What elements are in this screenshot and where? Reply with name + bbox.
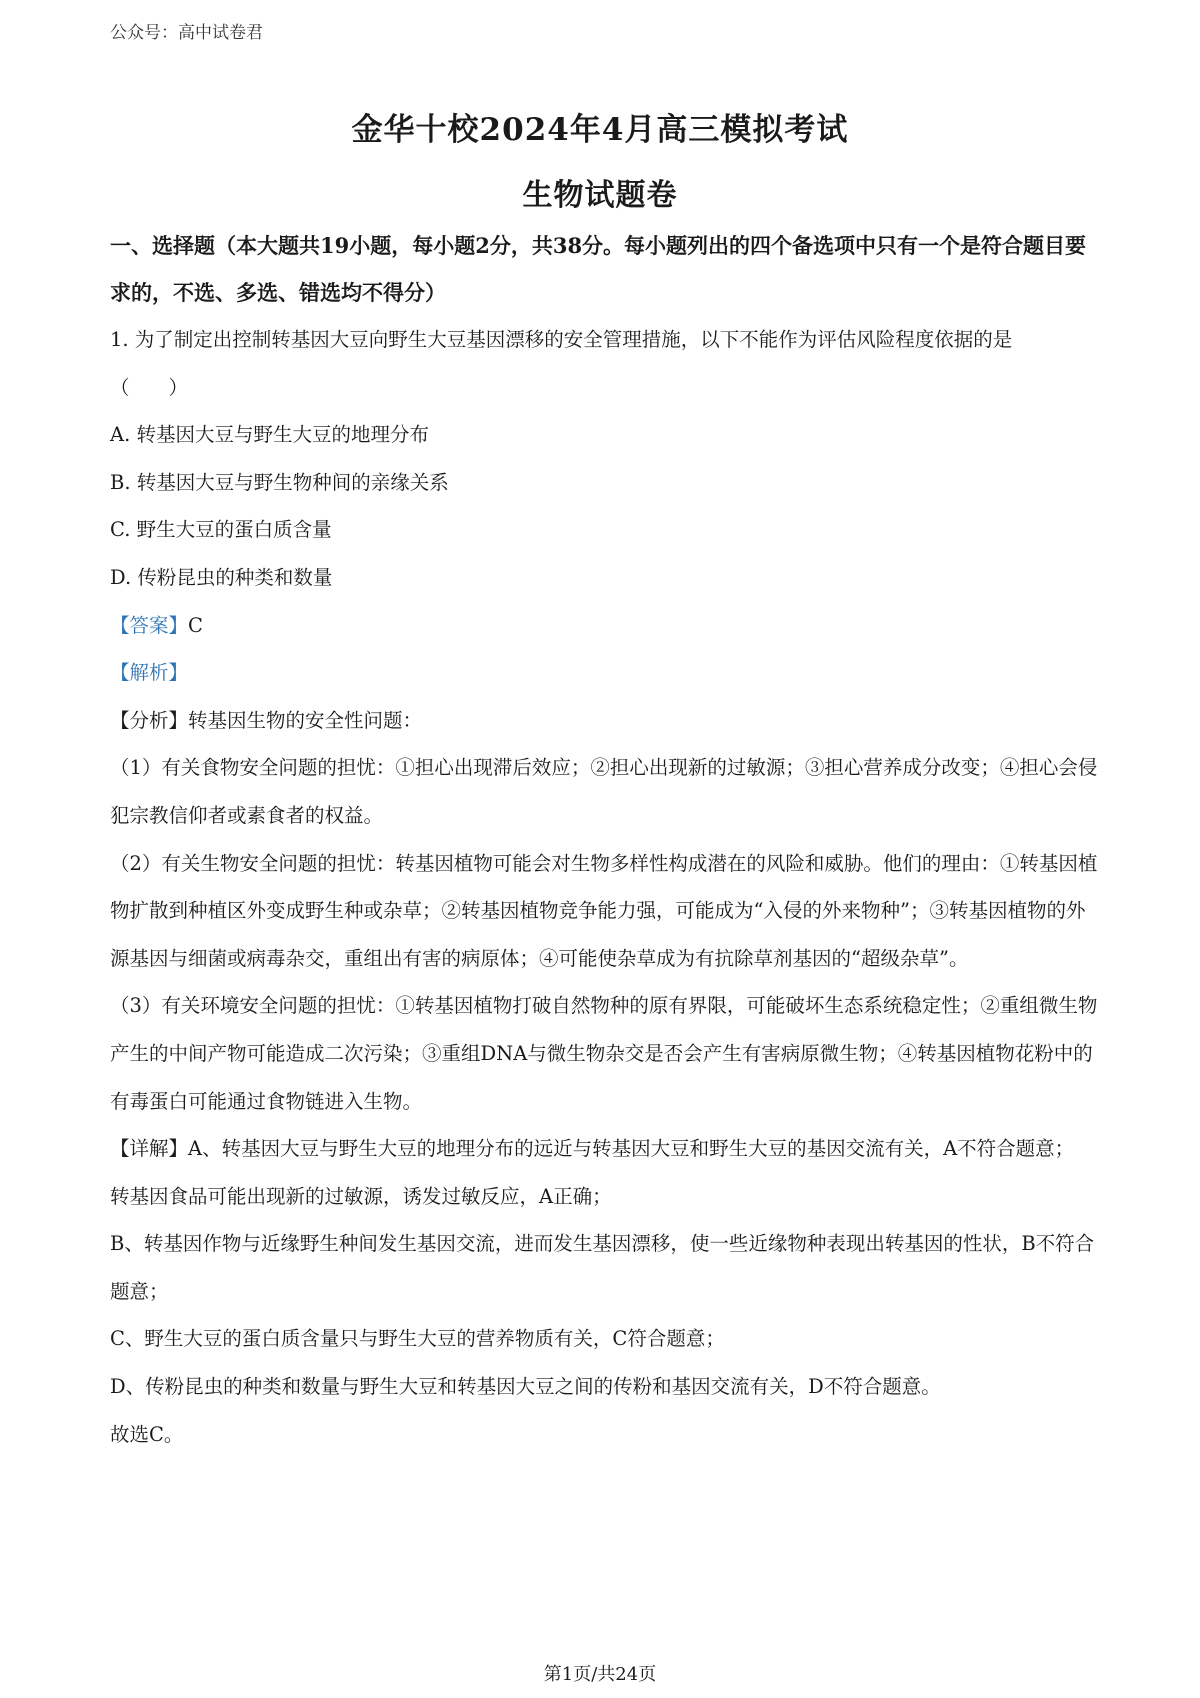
exam-title: 金华十校2024年4月高三模拟考试 — [351, 112, 849, 148]
detail-line: B、转基因作物与近缘野生种间发生基因交流，进而发生基因漂移，使一些近缘物种表现出转基因的性状，B不符合题意； — [110, 1232, 1095, 1303]
answer-value: C — [188, 613, 203, 637]
page-number: 第1页/共24页 — [543, 1664, 657, 1685]
option-d: D. 传粉昆虫的种类和数量 — [110, 565, 333, 589]
detail-line: 转基因食品可能出现新的过敏源，诱发过敏反应，A正确； — [110, 1184, 612, 1208]
detail-line: D、传粉昆虫的种类和数量与野生大豆和转基因大豆之间的传粉和基因交流有关，D不符合题意。 — [110, 1375, 941, 1399]
analysis-point-2: （2）有关生物安全问题的担忧：转基因植物可能会对生物多样性构成潜在的风险和威胁。他们的理由：①转基因植物扩散到种植区外变成野生种或杂草；②转基因植物竞争能力强，可能成为“入侵的外来物种”；③转基因植物的外源基因与细菌或病毒杂交，重组出有害的病原体；④可能使杂草成为有抗除草剂基因的“超级杂草”。 — [110, 851, 1098, 970]
answer-blank: （ ） — [110, 375, 189, 399]
header-note: 公众号：高中试卷君 — [110, 23, 263, 43]
option-c: C. 野生大豆的蛋白质含量 — [110, 518, 332, 542]
section-heading: 一、选择题（本大题共19小题，每小题2分，共38分。每小题列出的四个备选项中只有一个是符合题目要求的，不选、多选、错选均不得分） — [110, 233, 1087, 305]
analysis-point-3: （3）有关环境安全问题的担忧：①转基因植物打破自然物种的原有界限，可能破坏生态系统稳定性；②重组微生物产生的中间产物可能造成二次污染；③重组DNA与微生物杂交是否会产生有害病原微生物；④转基因植物花粉中的有毒蛋白可能通过食物链进入生物。 — [110, 994, 1098, 1113]
answer-tag: 【答案】 — [110, 613, 189, 637]
analysis-tag: 【解析】 — [110, 661, 189, 685]
option-b: B. 转基因大豆与野生物种间的亲缘关系 — [110, 470, 449, 494]
answer-line — [110, 602, 1100, 650]
analysis-intro: 【分析】转基因生物的安全性问题： — [110, 708, 423, 732]
detail-line: 【详解】A、转基因大豆与野生大豆的地理分布的远近与转基因大豆和野生大豆的基因交流有关，A不符合题意； — [110, 1137, 1075, 1161]
analysis-point-1: （1）有关食物安全问题的担忧：①担心出现滞后效应；②担心出现新的过敏源；③担心营养成分改变；④担心会侵犯宗教信仰者或素食者的权益。 — [110, 756, 1098, 827]
detail-line: C、野生大豆的蛋白质含量只与野生大豆的营养物质有关，C符合题意； — [110, 1327, 725, 1351]
question-stem: 1. 为了制定出控制转基因大豆向野生大豆基因漂移的安全管理措施，以下不能作为评估风险程度依据的是 — [110, 328, 1013, 351]
exam-subtitle: 生物试题卷 — [522, 178, 678, 213]
option-a: A. 转基因大豆与野生大豆的地理分布 — [110, 423, 429, 447]
conclusion-line: 故选C。 — [110, 1422, 184, 1446]
question-1 — [110, 316, 1100, 1458]
